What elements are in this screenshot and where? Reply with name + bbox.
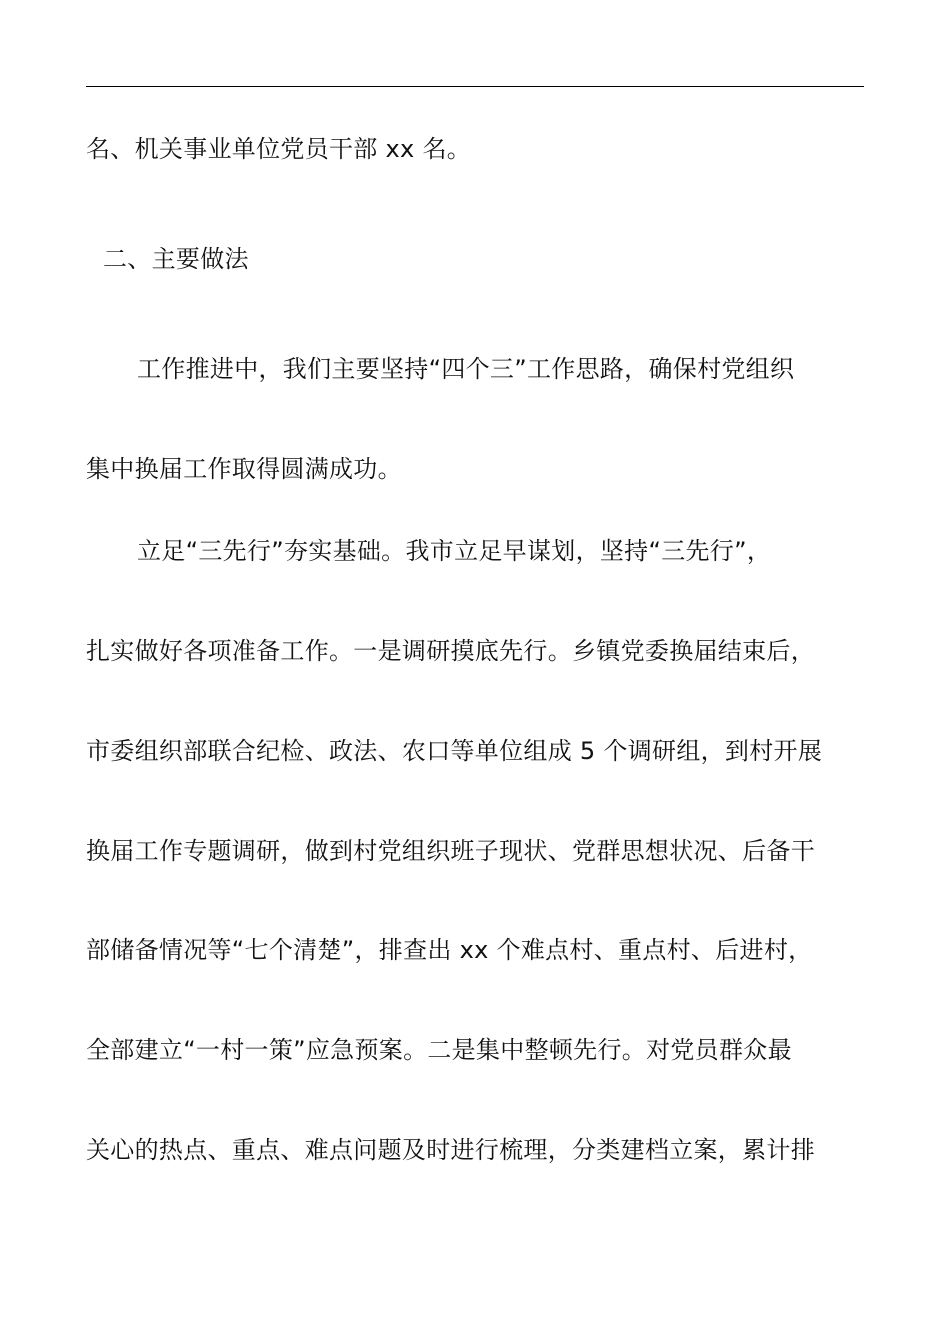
header-rule bbox=[86, 86, 864, 87]
paragraph-2-line-4: 换届工作专题调研，做到村党组织班子现状、党群思想状况、后备干 bbox=[86, 837, 815, 865]
paragraph-2-line-5: 部储备情况等“七个清楚”，排查出 xx 个难点村、重点村、后进村， bbox=[86, 936, 813, 964]
body-line-continuation: 名、机关事业单位党员干部 xx 名。 bbox=[86, 135, 472, 163]
paragraph-1-line-2: 集中换届工作取得圆满成功。 bbox=[86, 455, 402, 483]
paragraph-2-line-7: 关心的热点、重点、难点问题及时进行梳理，分类建档立案，累计排 bbox=[86, 1136, 815, 1164]
section-heading: 二、主要做法 bbox=[103, 245, 249, 273]
paragraph-2-line-1: 立足“三先行”夯实基础。我市立足早谋划，坚持“三先行”， bbox=[137, 537, 772, 565]
paragraph-2-line-6: 全部建立“一村一策”应急预案。二是集中整顿先行。对党员群众最 bbox=[86, 1036, 792, 1064]
paragraph-1-line-1: 工作推进中，我们主要坚持“四个三”工作思路，确保村党组织 bbox=[137, 355, 795, 383]
paragraph-2-line-2: 扎实做好各项准备工作。一是调研摸底先行。乡镇党委换届结束后， bbox=[86, 637, 815, 665]
paragraph-2-line-3: 市委组织部联合纪检、政法、农口等单位组成 5 个调研组，到村开展 bbox=[86, 737, 823, 765]
